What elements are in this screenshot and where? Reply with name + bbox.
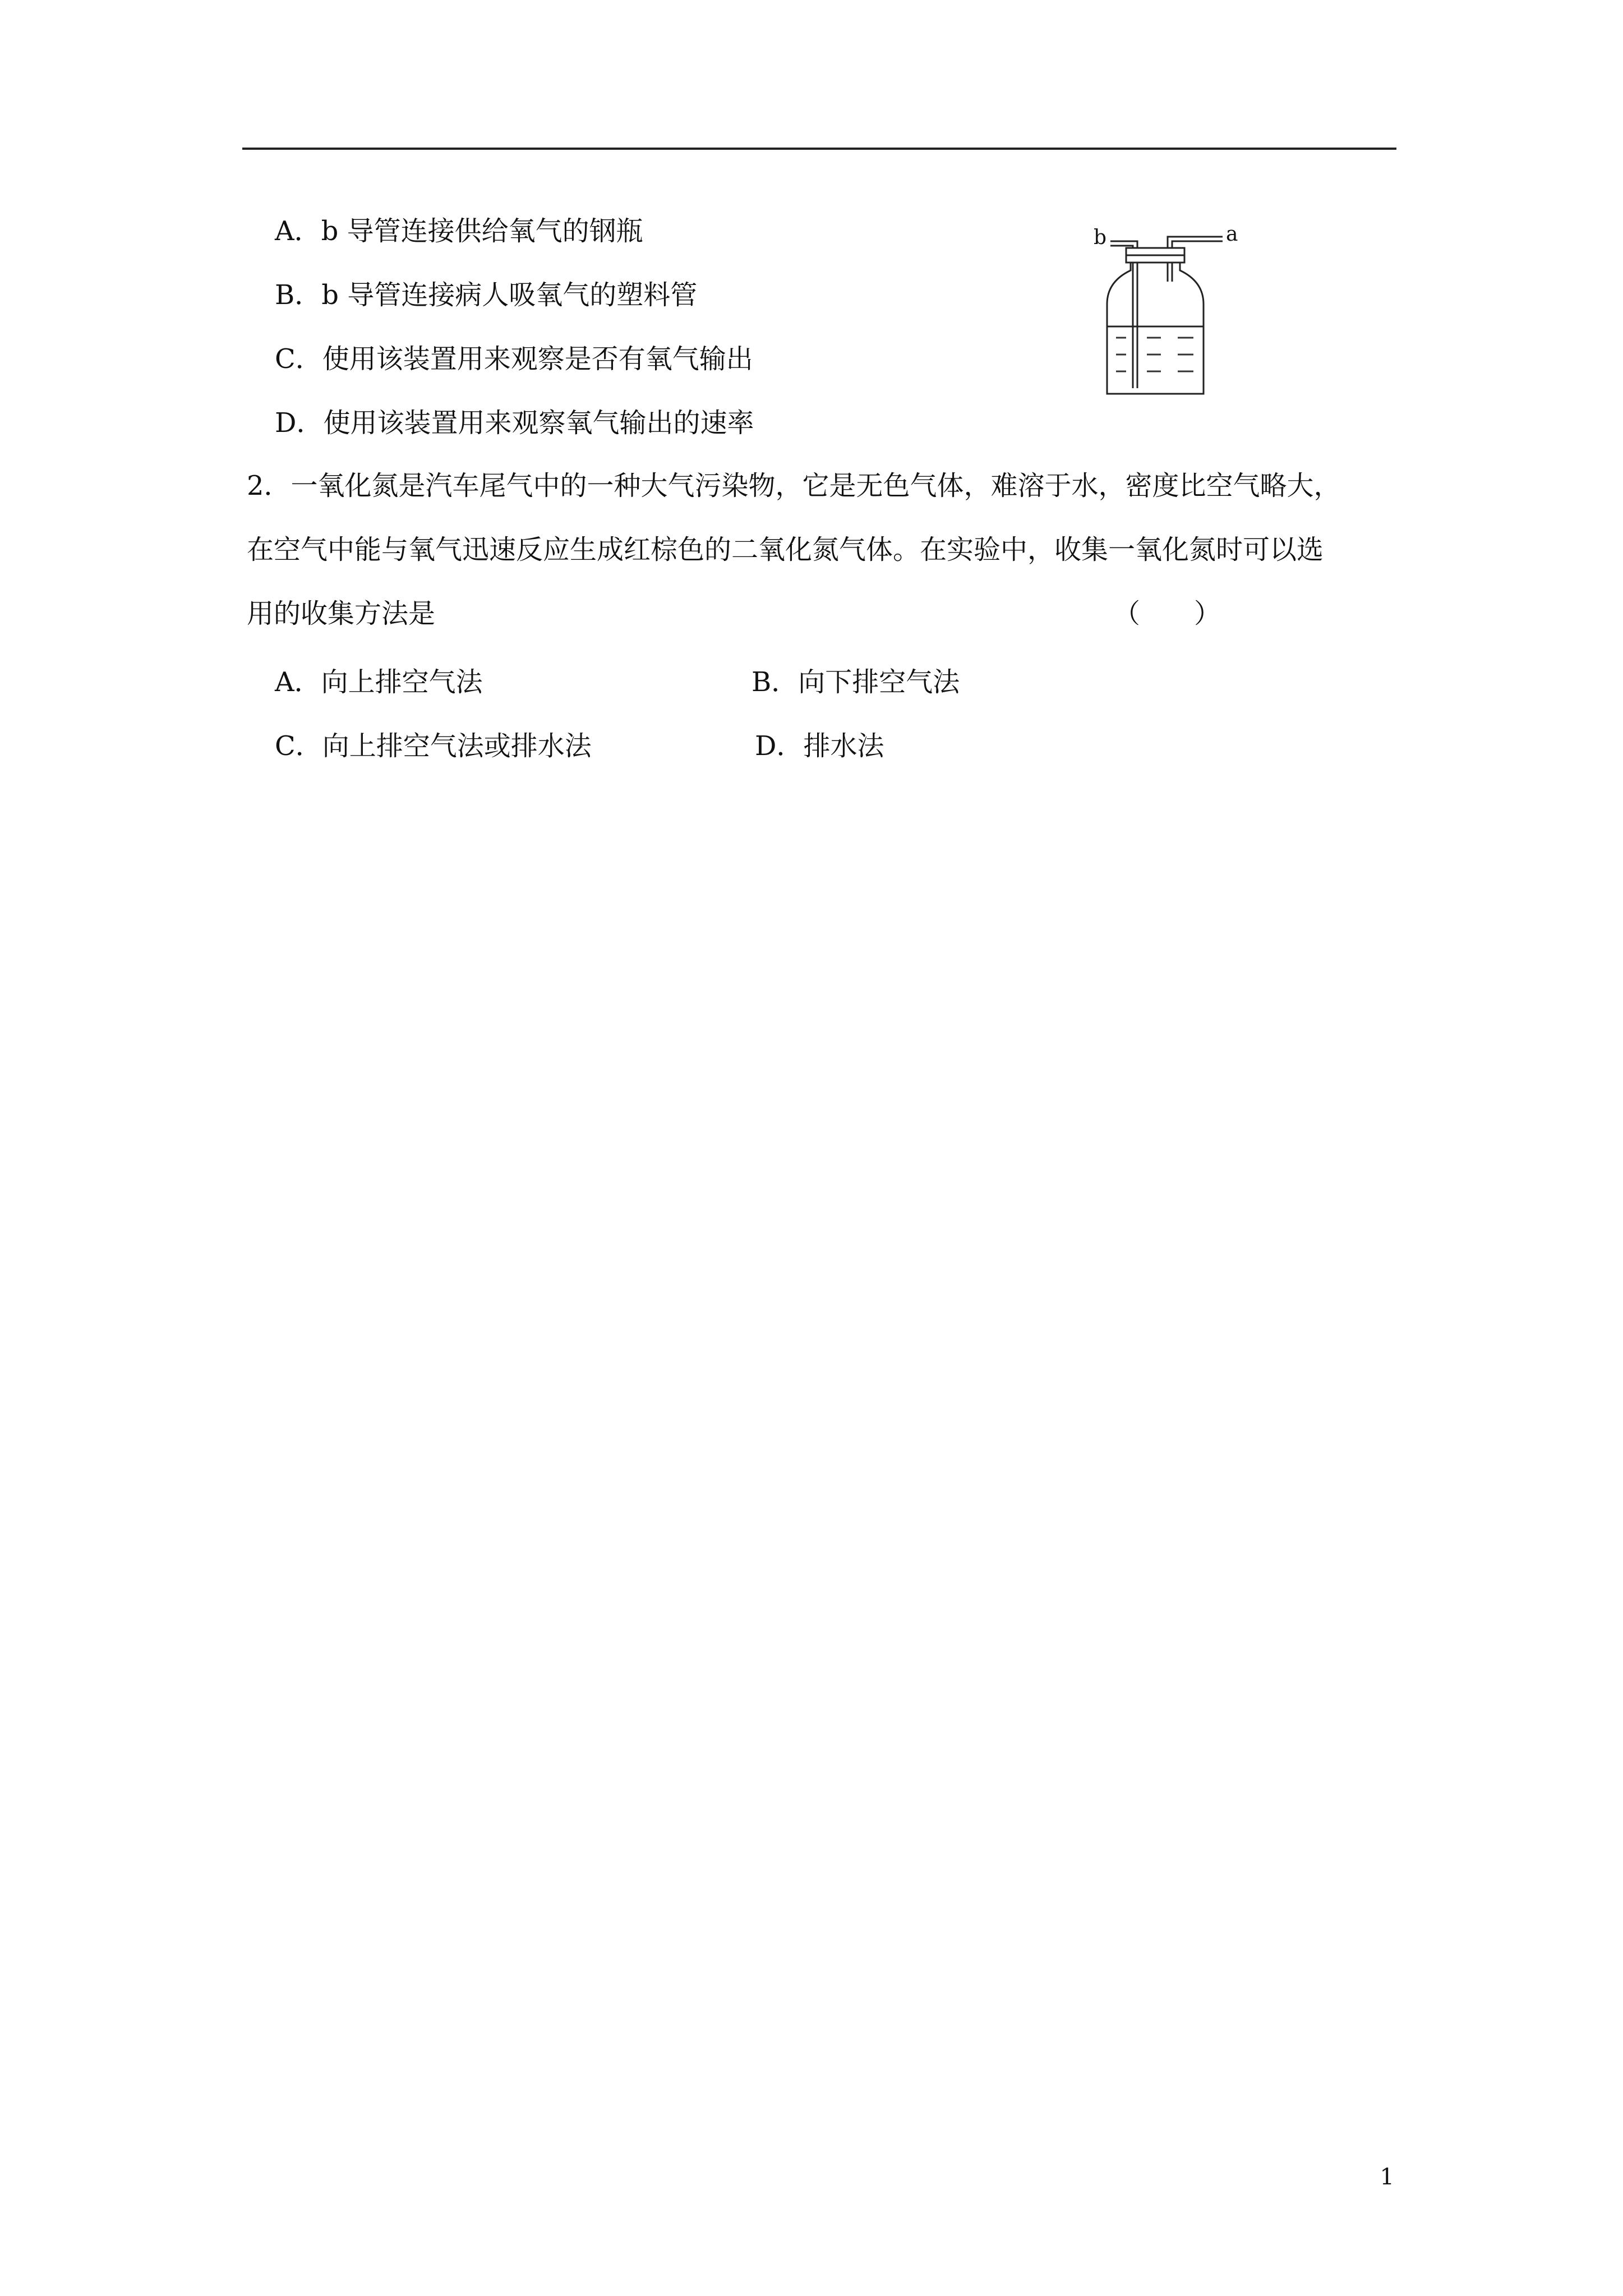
q1-option-c: C．使用该装置用来观察是否有氧气输出	[275, 343, 753, 375]
q2-option-c: C．向上排空气法或排水法	[275, 730, 592, 762]
q2-text-line-3: 用的收集方法是	[247, 598, 436, 629]
page-number: 1	[1380, 2164, 1394, 2190]
bottle-diagram	[1094, 220, 1262, 405]
gas-washing-bottle-figure	[1094, 220, 1262, 405]
q2-answer-blank: （ ）	[1113, 598, 1221, 629]
q1-option-b: B．b 导管连接病人吸氧气的塑料管	[275, 279, 698, 311]
header-rule	[242, 148, 1396, 150]
q2-option-d: D．排水法	[755, 730, 884, 762]
q1-option-d: D．使用该装置用来观察氧气输出的速率	[275, 407, 754, 439]
figure-label-b: b	[1094, 226, 1107, 249]
q2-option-a: A．向上排空气法	[275, 666, 483, 698]
q1-option-a: A．b 导管连接供给氧气的钢瓶	[275, 215, 643, 247]
q2-option-b: B．向下排空气法	[751, 666, 960, 698]
q2-text-line-1: 2．一氧化氮是汽车尾气中的一种大气污染物，它是无色气体，难溶于水，密度比空气略大，	[247, 470, 1341, 501]
figure-label-a: a	[1226, 223, 1238, 246]
q2-text-line-2: 在空气中能与氧气迅速反应生成红棕色的二氧化氮气体。在实验中，收集一氧化氮时可以选	[247, 534, 1324, 565]
